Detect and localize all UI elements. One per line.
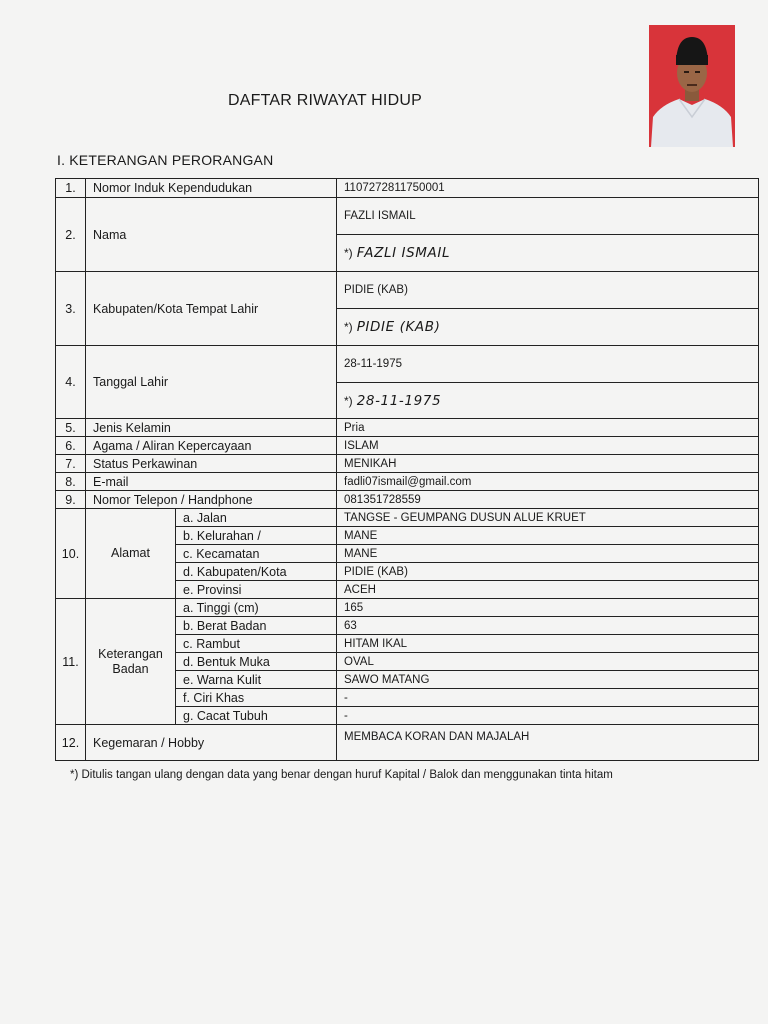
field-value: ACEH bbox=[337, 581, 759, 599]
sub-label: f. Ciri Khas bbox=[176, 689, 337, 707]
sub-label: d. Bentuk Muka bbox=[176, 653, 337, 671]
field-value: MEMBACA KORAN DAN MAJALAH bbox=[337, 725, 759, 761]
row-number: 11. bbox=[56, 599, 86, 725]
sub-label: e. Provinsi bbox=[176, 581, 337, 599]
field-value: PIDIE (KAB) bbox=[337, 272, 759, 309]
field-value: 28-11-1975 bbox=[337, 346, 759, 383]
sub-label: e. Warna Kulit bbox=[176, 671, 337, 689]
field-label: Kabupaten/Kota Tempat Lahir bbox=[86, 272, 337, 346]
row-number: 5. bbox=[56, 419, 86, 437]
field-value: ISLAM bbox=[337, 437, 759, 455]
person-portrait-icon bbox=[649, 25, 735, 147]
field-value: FAZLI ISMAIL bbox=[337, 198, 759, 235]
table-row bbox=[56, 491, 759, 509]
table-row bbox=[56, 599, 759, 617]
field-label: Jenis Kelamin bbox=[86, 419, 337, 437]
table-row bbox=[56, 346, 759, 383]
row-number: 6. bbox=[56, 437, 86, 455]
field-label: Nomor Telepon / Handphone bbox=[86, 491, 337, 509]
row-number: 1. bbox=[56, 179, 86, 198]
footnote: *) Ditulis tangan ulang dengan data yang benar dengan huruf Kapital / Balok dan menggunakan tinta hitam bbox=[70, 769, 613, 781]
field-value: - bbox=[337, 689, 759, 707]
table-row bbox=[56, 272, 759, 309]
field-label: Kegemaran / Hobby bbox=[86, 725, 337, 761]
group-label-line: Badan bbox=[112, 661, 149, 676]
field-value: OVAL bbox=[337, 653, 759, 671]
handwritten-value bbox=[337, 235, 759, 272]
row-number: 9. bbox=[56, 491, 86, 509]
handwritten-text: FAZLI ISMAIL bbox=[356, 245, 451, 261]
handwritten-mark: *) bbox=[344, 320, 353, 334]
handwritten-text: PIDIE (KAB) bbox=[356, 319, 441, 335]
table-row bbox=[56, 509, 759, 527]
field-value: 081351728559 bbox=[337, 491, 759, 509]
field-label: Nama bbox=[86, 198, 337, 272]
table-row bbox=[56, 725, 759, 761]
field-value: 165 bbox=[337, 599, 759, 617]
field-label: E-mail bbox=[86, 473, 337, 491]
handwritten-value bbox=[337, 309, 759, 346]
sub-label: c. Kecamatan bbox=[176, 545, 337, 563]
table-row bbox=[56, 198, 759, 235]
row-number: 2. bbox=[56, 198, 86, 272]
table-row bbox=[56, 179, 759, 198]
table-row bbox=[56, 473, 759, 491]
field-value: 63 bbox=[337, 617, 759, 635]
field-value: MENIKAH bbox=[337, 455, 759, 473]
handwritten-text: 28-11-1975 bbox=[356, 392, 442, 409]
sub-label: g. Cacat Tubuh bbox=[176, 707, 337, 725]
field-label: Tanggal Lahir bbox=[86, 346, 337, 419]
field-value: HITAM IKAL bbox=[337, 635, 759, 653]
handwritten-mark: *) bbox=[344, 393, 353, 408]
row-number: 3. bbox=[56, 272, 86, 346]
field-value: Pria bbox=[337, 419, 759, 437]
row-number: 10. bbox=[56, 509, 86, 599]
handwritten-mark: *) bbox=[344, 246, 353, 260]
personal-info-table bbox=[55, 178, 759, 761]
sub-label: c. Rambut bbox=[176, 635, 337, 653]
field-value: - bbox=[337, 707, 759, 725]
row-number: 7. bbox=[56, 455, 86, 473]
field-label: Agama / Aliran Kepercayaan bbox=[86, 437, 337, 455]
row-number: 12. bbox=[56, 725, 86, 761]
table-row bbox=[56, 419, 759, 437]
profile-photo bbox=[649, 25, 735, 147]
handwritten-value bbox=[337, 383, 759, 419]
field-value: 1107272811750001 bbox=[337, 179, 759, 198]
group-label-line: Keterangan bbox=[98, 646, 163, 661]
field-value: SAWO MATANG bbox=[337, 671, 759, 689]
field-value: TANGSE - GEUMPANG DUSUN ALUE KRUET bbox=[337, 509, 759, 527]
group-label bbox=[86, 599, 176, 725]
table-row bbox=[56, 437, 759, 455]
sub-label: b. Kelurahan / bbox=[176, 527, 337, 545]
field-value: fadli07ismail@gmail.com bbox=[337, 473, 759, 491]
field-value: MANE bbox=[337, 527, 759, 545]
document-title bbox=[0, 92, 650, 110]
sub-label: a. Jalan bbox=[176, 509, 337, 527]
sub-label: a. Tinggi (cm) bbox=[176, 599, 337, 617]
row-number: 4. bbox=[56, 346, 86, 419]
document-title-text: DAFTAR RIWAYAT HIDUP bbox=[228, 92, 422, 109]
section-title: I. KETERANGAN PERORANGAN bbox=[57, 152, 274, 168]
sub-label: b. Berat Badan bbox=[176, 617, 337, 635]
field-label: Nomor Induk Kependudukan bbox=[86, 179, 337, 198]
table-row bbox=[56, 455, 759, 473]
field-value: MANE bbox=[337, 545, 759, 563]
field-value: PIDIE (KAB) bbox=[337, 563, 759, 581]
row-number: 8. bbox=[56, 473, 86, 491]
group-label: Alamat bbox=[86, 509, 176, 599]
field-label: Status Perkawinan bbox=[86, 455, 337, 473]
sub-label: d. Kabupaten/Kota bbox=[176, 563, 337, 581]
